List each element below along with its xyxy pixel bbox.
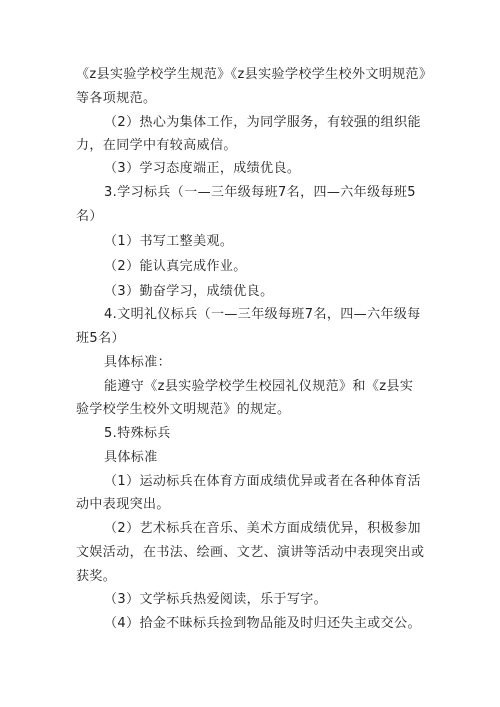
text-line-3: （2）热心为集体工作，为同学服务，有较强的组织能 bbox=[104, 115, 421, 130]
text-line-18: （1）运动标兵在体育方面成绩优异或者在各种体育活 bbox=[104, 474, 421, 489]
text-line-24: （4）拾金不昧标兵捡到物品能及时归还失主或交公。 bbox=[104, 616, 421, 631]
text-line-14: 能遵守《z县实验学校学生校园礼仪规范》和《z县实 bbox=[104, 379, 414, 394]
text-line-4: 力，在同学中有较高威信。 bbox=[76, 138, 237, 153]
text-line-8: （1）书写工整美观。 bbox=[104, 234, 234, 249]
text-line-6: 3.学习标兵（一—三年级每班7名，四—六年级每班5 bbox=[104, 185, 416, 200]
text-line-5: （3）学习态度端正，成绩优良。 bbox=[104, 161, 301, 176]
text-line-11: 4.文明礼仪标兵（一—三年级每班7名，四—六年级每 bbox=[104, 307, 421, 322]
text-line-1: 《z县实验学校学生规范》《z县实验学校学生校外文明规范》 bbox=[76, 67, 433, 82]
text-line-21: 文娱活动，在书法、绘画、文艺、演讲等活动中表现突出或 bbox=[76, 545, 425, 560]
text-line-12: 班5名） bbox=[76, 331, 125, 346]
text-line-10: （3）勤奋学习，成绩优良。 bbox=[104, 284, 274, 299]
text-line-13: 具体标准： bbox=[104, 355, 172, 370]
text-line-2: 等各项规范。 bbox=[76, 91, 157, 106]
text-line-7: 名） bbox=[76, 209, 103, 224]
text-line-19: 动中表现突出。 bbox=[76, 497, 170, 512]
text-line-23: （3）文学标兵热爱阅读，乐于写字。 bbox=[104, 592, 328, 607]
text-line-16: 5.特殊标兵 bbox=[104, 426, 171, 441]
text-line-15: 验学校学生校外文明规范》的规定。 bbox=[76, 402, 291, 417]
text-line-9: （2）能认真完成作业。 bbox=[104, 259, 247, 274]
text-line-22: 获奖。 bbox=[76, 569, 117, 584]
text-line-20: （2）艺术标兵在音乐、美术方面成绩优异，积极参加 bbox=[104, 521, 421, 536]
text-line-17: 具体标准 bbox=[104, 450, 158, 465]
